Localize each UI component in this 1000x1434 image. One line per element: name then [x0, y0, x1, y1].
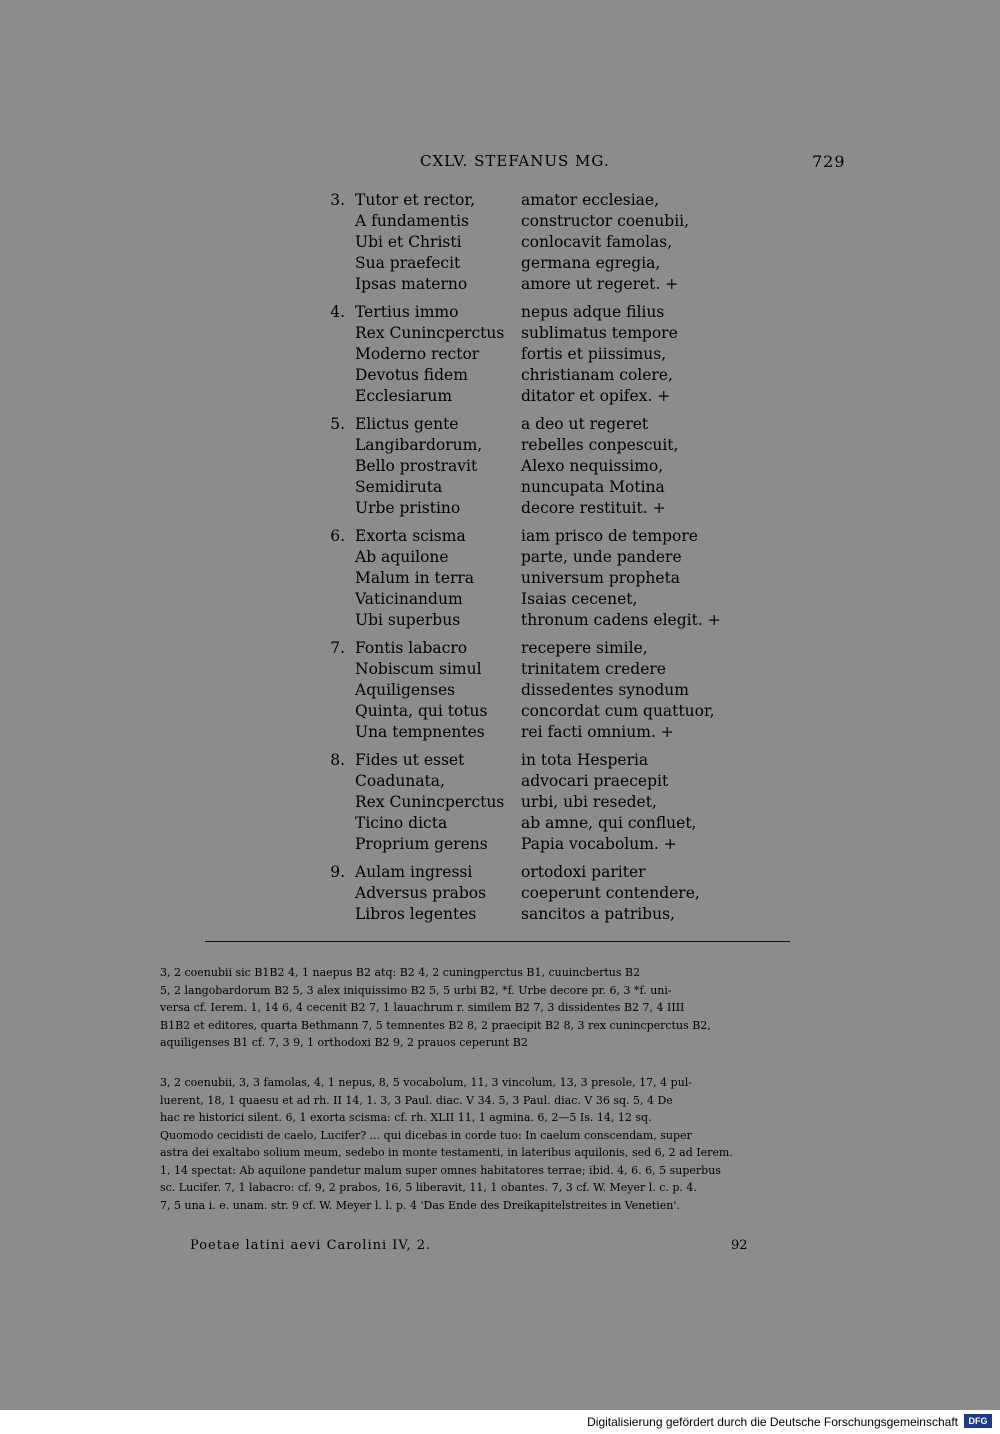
source-note-line: Quomodo cecidisti de caelo, Lucifer? ... qui dicebas in corde tuo: In caelum conscendam, super	[160, 1128, 692, 1142]
verse-second-half: recepere simile,	[521, 639, 648, 657]
verse-line	[0, 274, 1000, 295]
verse-first-half: Fides ut esset	[355, 751, 465, 769]
verse-second-half: amator ecclesiae,	[521, 191, 659, 209]
dfg-funding-bar	[0, 1410, 1000, 1434]
verse-second-half: nuncupata Motina	[521, 478, 665, 496]
stanza	[0, 414, 1000, 519]
verse-line	[0, 771, 1000, 792]
verse-first-half: Langibardorum,	[355, 436, 483, 454]
verse-line	[0, 435, 1000, 456]
verse-second-half: conlocavit famolas,	[521, 233, 673, 251]
verse-first-half: Proprium gerens	[355, 835, 488, 853]
stanza-number: 9.	[330, 863, 345, 881]
footer-signature: 92	[731, 1238, 748, 1253]
poem-text	[0, 190, 1000, 974]
verse-line	[0, 456, 1000, 477]
verse-line	[0, 386, 1000, 407]
verse-second-half: sancitos a patribus,	[521, 905, 675, 923]
verse-line	[0, 638, 1000, 659]
verse-line	[0, 365, 1000, 386]
verse-second-half: ortodoxi pariter	[521, 863, 646, 881]
verse-first-half: Devotus fidem	[355, 366, 468, 384]
verse-second-half: ditator et opifex. +	[521, 387, 671, 405]
stanza-number: 3.	[330, 191, 345, 209]
verse-second-half: universum propheta	[521, 569, 681, 587]
verse-first-half: Elictus gente	[355, 415, 459, 433]
dfg-logo-icon: DFG	[964, 1414, 992, 1428]
apparatus-line: versa cf. Ierem. 1, 14 6, 4 cecenit B2 7, 1 lauachrum r. similem B2 7, 3 dissidentes B2 7, 4 IIII	[160, 1001, 685, 1014]
verse-first-half: Aquiligenses	[355, 681, 456, 699]
verse-first-half: Bello prostravit	[355, 457, 478, 475]
source-note-line: hac re historici silent. 6, 1 exorta scisma: cf. rh. XLII 11, 1 agmina. 6, 2—5 Is. 14, 12 sq.	[160, 1111, 652, 1124]
verse-first-half: Sua praefecit	[355, 254, 461, 272]
source-notes	[160, 1074, 832, 1214]
verse-second-half: rebelles conpescuit,	[521, 436, 679, 454]
apparatus-line: aquiligenses B1 cf. 7, 3 9, 1 orthodoxi B2 9, 2 prauos ceperunt B2	[160, 1036, 528, 1049]
verse-second-half: thronum cadens elegit. +	[521, 611, 721, 629]
stanza	[0, 526, 1000, 631]
verse-line	[0, 232, 1000, 253]
source-note-line: 7, 5 una i. e. unam. str. 9 cf. W. Meyer l. l. p. 4 'Das Ende des Dreikapitelstreites in Venetien'.	[160, 1198, 680, 1212]
verse-second-half: advocari praecepit	[521, 772, 669, 790]
stanza-number: 4.	[330, 303, 345, 321]
footer-series-title: Poetae latini aevi Carolini IV, 2.	[190, 1238, 432, 1253]
verse-line	[0, 498, 1000, 519]
apparatus-line: 5, 2 langobardorum B2 5, 3 alex iniquissimo B2 5, 5 urbi B2, *f. Urbe decore pr. 6, 3 *f. uni-	[160, 983, 672, 997]
verse-first-half: Fontis labacro	[355, 639, 468, 657]
verse-second-half: constructor coenubii,	[521, 212, 690, 230]
verse-first-half: Tutor et rector,	[355, 191, 476, 209]
source-note-line: 3, 2 coenubii, 3, 3 famolas, 4, 1 nepus, 8, 5 vocabolum, 11, 3 vincolum, 13, 3 presole, 17, 4 pul-	[160, 1076, 693, 1089]
verse-first-half: A fundamentis	[355, 212, 469, 230]
verse-line	[0, 883, 1000, 904]
verse-first-half: Ab aquilone	[355, 548, 449, 566]
verse-first-half: Tertius immo	[355, 303, 459, 321]
verse-line	[0, 701, 1000, 722]
verse-first-half: Ubi et Christi	[355, 233, 462, 251]
verse-line	[0, 344, 1000, 365]
verse-line	[0, 722, 1000, 743]
dfg-funding-text: Digitalisierung gefördert durch die Deutsche Forschungsgemeinschaft	[587, 1415, 958, 1429]
verse-first-half: Ecclesiarum	[355, 387, 453, 405]
verse-second-half: a deo ut regeret	[521, 415, 649, 433]
verse-second-half: rei facti omnium. +	[521, 723, 674, 741]
verse-line	[0, 750, 1000, 771]
stanza	[0, 750, 1000, 855]
verse-second-half: christianam colere,	[521, 366, 673, 384]
verse-second-half: in tota Hesperia	[521, 751, 649, 769]
verse-first-half: Ubi superbus	[355, 611, 461, 629]
stanza-number: 8.	[330, 751, 345, 769]
verse-second-half: parte, unde pandere	[521, 548, 682, 566]
stanza	[0, 862, 1000, 967]
verse-second-half: decore restituit. +	[521, 499, 666, 517]
source-note-line: luerent, 18, 1 quaesu et ad rh. II 14, 1. 3, 3 Paul. diac. V 34. 5, 3 Paul. diac. V 36 sq. 5, 4 De	[160, 1093, 673, 1107]
verse-line	[0, 904, 1000, 925]
verse-line	[0, 302, 1000, 323]
source-note-line: astra dei exaltabo solium meum, sedebo in monte testamenti, in lateribus aquilonis, sed 6, 2 ad Ierem.	[160, 1146, 733, 1159]
verse-second-half: nepus adque filius	[521, 303, 665, 321]
verse-second-half: fortis et piissimus,	[521, 345, 667, 363]
stanza-number: 6.	[330, 527, 345, 545]
stanza	[0, 638, 1000, 743]
stanza-number: 7.	[330, 639, 345, 657]
verse-first-half: Quinta, qui totus	[355, 702, 488, 720]
verse-first-half: Ticino dicta	[355, 814, 448, 832]
verse-second-half: concordat cum quattuor,	[521, 702, 715, 720]
verse-first-half: Rex Cunincperctus	[355, 324, 505, 342]
verse-second-half: sublimatus tempore	[521, 324, 678, 342]
verse-line	[0, 834, 1000, 855]
verse-line	[0, 568, 1000, 589]
verse-line	[0, 414, 1000, 435]
running-title: CXLV. STEFANUS MG.	[420, 152, 610, 170]
source-note-line: sc. Lucifer. 7, 1 labacro: cf. 9, 2 prabos, 16, 5 liberavit, 11, 1 obantes. 7, 3 cf. W. Meyer l. c. p. 4.	[160, 1181, 697, 1194]
verse-line	[0, 211, 1000, 232]
verse-first-half: Malum in terra	[355, 569, 475, 587]
page-number: 729	[812, 152, 846, 171]
verse-line	[0, 190, 1000, 211]
verse-line	[0, 610, 1000, 631]
verse-line	[0, 862, 1000, 883]
verse-line	[0, 547, 1000, 568]
verse-first-half: Libros legentes	[355, 905, 477, 923]
verse-first-half: Vaticinandum	[355, 590, 463, 608]
verse-first-half: Nobiscum simul	[355, 660, 482, 678]
verse-line	[0, 589, 1000, 610]
verse-second-half: germana egregia,	[521, 254, 661, 272]
verse-line	[0, 526, 1000, 547]
verse-first-half: Una tempnentes	[355, 723, 485, 741]
verse-second-half: amore ut regeret. +	[521, 275, 679, 293]
stanza	[0, 190, 1000, 295]
verse-line	[0, 813, 1000, 834]
verse-second-half: iam prisco de tempore	[521, 527, 698, 545]
verse-second-half: Isaias cecenet,	[521, 590, 638, 608]
stanza	[0, 302, 1000, 407]
verse-first-half: Adversus prabos	[355, 884, 487, 902]
verse-second-half: coeperunt contendere,	[521, 884, 700, 902]
verse-first-half: Exorta scisma	[355, 527, 466, 545]
apparatus-notes	[160, 964, 832, 1052]
verse-first-half: Semidiruta	[355, 478, 443, 496]
verse-line	[0, 323, 1000, 344]
verse-first-half: Urbe pristino	[355, 499, 461, 517]
apparatus-line: B1B2 et editores, quarta Bethmann 7, 5 temnentes B2 8, 2 praecipit B2 8, 3 rex cunincperctus B2,	[160, 1018, 711, 1032]
verse-line	[0, 792, 1000, 813]
verse-first-half: Moderno rector	[355, 345, 480, 363]
verse-first-half: Rex Cunincperctus	[355, 793, 505, 811]
apparatus-line: 3, 2 coenubii sic B1B2 4, 1 naepus B2 atq: B2 4, 2 cuningperctus B1, cuuincbertus B2	[160, 966, 641, 979]
verse-first-half: Ipsas materno	[355, 275, 468, 293]
verse-second-half: Papia vocabolum. +	[521, 835, 677, 853]
footnote-rule	[205, 941, 790, 942]
verse-second-half: urbi, ubi resedet,	[521, 793, 657, 811]
stanza-number: 5.	[330, 415, 345, 433]
verse-second-half: ab amne, qui confluet,	[521, 814, 697, 832]
source-note-line: 1, 14 spectat: Ab aquilone pandetur malum super omnes habitatores terrae; ibid. 4, 6. 6, 5 superbus	[160, 1163, 721, 1177]
verse-first-half: Coadunata,	[355, 772, 445, 790]
verse-line	[0, 477, 1000, 498]
verse-second-half: Alexo nequissimo,	[521, 457, 664, 475]
verse-second-half: trinitatem credere	[521, 660, 666, 678]
verse-line	[0, 680, 1000, 701]
verse-second-half: dissedentes synodum	[521, 681, 689, 699]
verse-line	[0, 659, 1000, 680]
verse-first-half: Aulam ingressi	[355, 863, 473, 881]
verse-line	[0, 253, 1000, 274]
